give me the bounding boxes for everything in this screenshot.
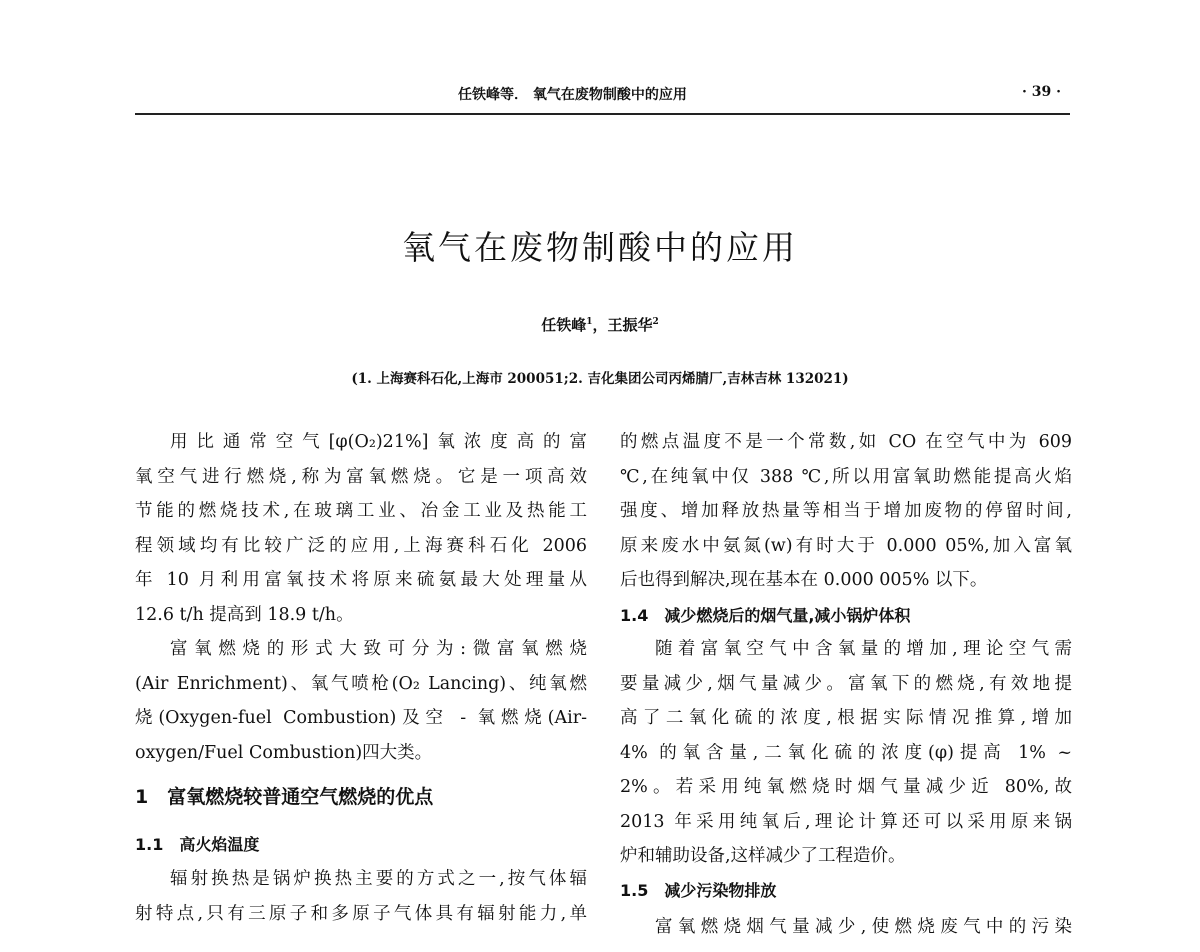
subsection-heading: 1.1 高火焰温度: [135, 835, 260, 854]
body-line: 氧空气进行燃烧,称为富氧燃烧。它是一项高效: [135, 467, 587, 487]
body-line: 富氧燃烧的形式大致可分为:微富氧燃烧: [170, 639, 587, 659]
affiliation: (1. 上海赛科石化,上海市 200051;2. 吉化集团公司丙烯腈厂,吉林吉林 132021): [351, 371, 849, 387]
body-line: 原来废水中氨氮(w)有时大于 0.000 05%,加入富氧: [620, 536, 1072, 556]
body-line: 射特点,只有三原子和多原子气体具有辐射能力,单: [135, 904, 587, 924]
body-line: 烧(Oxygen-fuel Combustion)及空 - 氧燃烧(Air-: [135, 708, 587, 728]
body-line: 强度、增加释放热量等相当于增加废物的停留时间,: [620, 501, 1072, 521]
author-1: 任铁峰: [541, 316, 587, 334]
body-line: 富氧燃烧烟气量减少,使燃烧废气中的污染: [655, 917, 1072, 937]
subsection-heading: 1.4 减少燃烧后的烟气量,减小锅炉体积: [620, 606, 911, 625]
paper-title: 氧气在废物制酸中的应用: [402, 228, 798, 267]
body-line: 随着富氧空气中含氧量的增加,理论空气需: [655, 639, 1072, 659]
body-line: 用比通常空气[φ(O₂)21%]氧浓度高的富: [170, 432, 587, 452]
body-line: 程领域均有比较广泛的应用,上海赛科石化 2006: [135, 536, 587, 556]
body-line: 4% 的氧含量,二氧化硫的浓度(φ)提高 1% ~: [620, 743, 1072, 763]
body-line: 炉和辅助设备,这样减少了工程造价。: [620, 846, 906, 866]
author-2: 王振华: [607, 316, 653, 334]
body-line: 12.6 t/h 提高到 18.9 t/h。: [135, 605, 354, 625]
author-2-affil: 2: [652, 317, 659, 327]
section-heading: 1 富氧燃烧较普通空气燃烧的优点: [135, 786, 434, 808]
page-number: · 39 ·: [1022, 84, 1061, 100]
body-line: (Air Enrichment)、氧气喷枪(O₂ Lancing)、纯氧燃: [135, 674, 587, 694]
body-line: 的燃点温度不是一个常数,如 CO 在空气中为 609: [620, 432, 1072, 452]
body-line: ℃,在纯氧中仅 388 ℃,所以用富氧助燃能提高火焰: [620, 467, 1072, 487]
authors: [0, 314, 1200, 335]
body-line: 2%。若采用纯氧燃烧时烟气量减少近 80%,故: [620, 777, 1072, 797]
body-line: 要量减少,烟气量减少。富氧下的燃烧,有效地提: [620, 674, 1072, 694]
body-line: 辐射换热是锅炉换热主要的方式之一,按气体辐: [170, 869, 587, 889]
body-line: 节能的燃烧技术,在玻璃工业、冶金工业及热能工: [135, 501, 587, 521]
body-line: 高了二氧化硫的浓度,根据实际情况推算,增加: [620, 708, 1072, 728]
body-line: 年 10 月利用富氧技术将原来硫氨最大处理量从: [135, 570, 587, 590]
author-sep: ，: [592, 316, 608, 334]
body-line: 后也得到解决,现在基本在 0.000 005% 以下。: [620, 570, 988, 590]
running-title: 任铁峰等． 氧气在废物制酸中的应用: [458, 87, 687, 103]
body-line: oxygen/Fuel Combustion)四大类。: [135, 743, 433, 763]
header-rule: [135, 113, 1070, 115]
subsection-heading: 1.5 减少污染物排放: [620, 881, 777, 900]
author-1-affil: 1: [586, 317, 593, 327]
body-line: 2013 年采用纯氧后,理论计算还可以采用原来锅: [620, 812, 1072, 832]
